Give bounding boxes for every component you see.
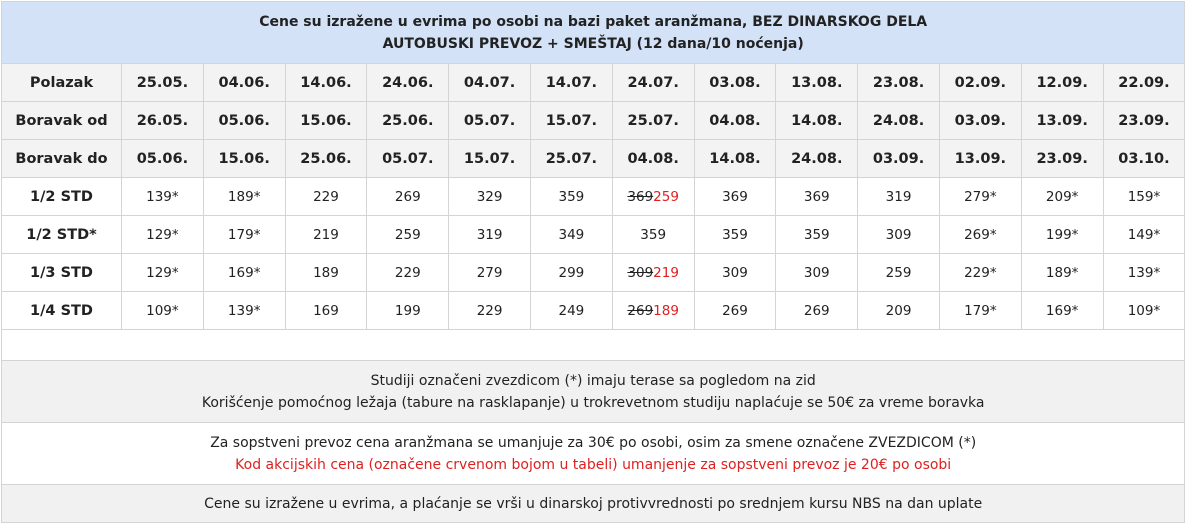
promo-price-cell — [612, 292, 694, 330]
date-cell: 12.09. — [1021, 64, 1103, 102]
row-label: Boravak do — [2, 140, 122, 178]
date-cell: 14.08. — [694, 140, 776, 178]
price-cell: 269 — [776, 292, 858, 330]
price-cell: 209 — [858, 292, 940, 330]
price-cell: 259 — [367, 216, 449, 254]
price-cell: 219 — [285, 216, 367, 254]
price-cell: 209* — [1021, 178, 1103, 216]
price-cell: 129* — [122, 254, 204, 292]
row-boravak-do — [2, 140, 1185, 178]
date-cell: 15.06. — [285, 102, 367, 140]
price-cell: 269 — [694, 292, 776, 330]
price-cell: 359 — [612, 216, 694, 254]
note-currency-line: Cene su izražene u evrima, a plaćanje se vrši u dinarskoj protivvrednosti po srednjem kursu NBS na dan uplate — [204, 495, 983, 512]
row-label: 1/2 STD — [2, 178, 122, 216]
date-cell: 13.08. — [776, 64, 858, 102]
date-cell: 25.05. — [122, 64, 204, 102]
date-cell: 03.08. — [694, 64, 776, 102]
price-cell: 199 — [367, 292, 449, 330]
date-cell: 24.08. — [776, 140, 858, 178]
price-cell: 259 — [858, 254, 940, 292]
price-cell: 349 — [530, 216, 612, 254]
price-cell: 249 — [530, 292, 612, 330]
header-row — [2, 2, 1185, 64]
row-label: 1/3 STD — [2, 254, 122, 292]
header-line-2: AUTOBUSKI PREVOZ + SMEŠTAJ (12 dana/10 noćenja) — [382, 35, 804, 52]
price-cell: 139* — [122, 178, 204, 216]
price-cell: 179* — [939, 292, 1021, 330]
price-row — [2, 178, 1185, 216]
promo-price: 189 — [653, 302, 679, 319]
price-row — [2, 292, 1185, 330]
price-cell: 109* — [1103, 292, 1185, 330]
date-cell: 14.08. — [776, 102, 858, 140]
date-cell: 25.07. — [612, 102, 694, 140]
note-own-transport-cell — [2, 423, 1185, 485]
price-row — [2, 216, 1185, 254]
price-cell: 369 — [776, 178, 858, 216]
price-cell: 189* — [1021, 254, 1103, 292]
date-cell: 13.09. — [939, 140, 1021, 178]
note-terraces-line: Studiji označeni zvezdicom (*) imaju terase sa pogledom na zid — [370, 372, 816, 389]
date-cell: 23.09. — [1021, 140, 1103, 178]
price-cell: 229* — [939, 254, 1021, 292]
price-cell: 229 — [367, 254, 449, 292]
price-cell: 299 — [530, 254, 612, 292]
price-cell: 279* — [939, 178, 1021, 216]
note-extra-bed-line: Korišćenje pomoćnog ležaja (tabure na rasklapanje) u trokrevetnom studiju naplaćuje se 50€ za vreme boravka — [201, 394, 985, 411]
note-currency-cell — [2, 485, 1185, 523]
date-cell: 24.06. — [367, 64, 449, 102]
price-table — [1, 1, 1185, 523]
price-cell: 179* — [203, 216, 285, 254]
spacer-cell — [2, 330, 1185, 361]
row-label: 1/4 STD — [2, 292, 122, 330]
promo-price: 259 — [653, 188, 679, 205]
date-cell: 15.07. — [449, 140, 531, 178]
date-cell: 22.09. — [1103, 64, 1185, 102]
date-cell: 05.06. — [122, 140, 204, 178]
price-cell: 309 — [858, 216, 940, 254]
date-cell: 03.10. — [1103, 140, 1185, 178]
price-cell: 329 — [449, 178, 531, 216]
price-cell: 189 — [285, 254, 367, 292]
old-price: 269 — [627, 302, 654, 319]
price-cell: 129* — [122, 216, 204, 254]
date-cell: 25.07. — [530, 140, 612, 178]
old-price: 369 — [627, 188, 654, 205]
note-own-transport-line: Za sopstveni prevoz cena aranžmana se umanjuje za 30€ po osobi, osim za smene označene ZVEZDICOM (*) — [210, 434, 977, 451]
date-cell: 23.08. — [858, 64, 940, 102]
price-cell: 319 — [858, 178, 940, 216]
old-price: 309 — [627, 264, 654, 281]
price-cell: 139* — [203, 292, 285, 330]
date-cell: 04.08. — [612, 140, 694, 178]
note-own-transport — [2, 423, 1185, 485]
date-cell: 14.06. — [285, 64, 367, 102]
price-cell: 359 — [776, 216, 858, 254]
price-cell: 199* — [1021, 216, 1103, 254]
date-cell: 04.06. — [203, 64, 285, 102]
note-terraces-cell — [2, 361, 1185, 423]
date-cell: 26.05. — [122, 102, 204, 140]
note-currency — [2, 485, 1185, 523]
table-header — [2, 2, 1185, 64]
date-cell: 15.07. — [530, 102, 612, 140]
date-cell: 13.09. — [1021, 102, 1103, 140]
note-terraces — [2, 361, 1185, 423]
row-boravak-od — [2, 102, 1185, 140]
price-cell: 309 — [694, 254, 776, 292]
date-cell: 05.07. — [367, 140, 449, 178]
price-cell: 309 — [776, 254, 858, 292]
header-line-1: Cene su izražene u evrima po osobi na bazi paket aranžmana, BEZ DINARSKOG DELA — [259, 13, 928, 30]
price-cell: 139* — [1103, 254, 1185, 292]
promo-price-cell — [612, 254, 694, 292]
date-cell: 04.08. — [694, 102, 776, 140]
price-cell: 159* — [1103, 178, 1185, 216]
date-cell: 15.06. — [203, 140, 285, 178]
spacer-row — [2, 330, 1185, 361]
date-cell: 24.07. — [612, 64, 694, 102]
date-cell: 25.06. — [285, 140, 367, 178]
date-cell: 25.06. — [367, 102, 449, 140]
price-cell: 359 — [694, 216, 776, 254]
row-label: 1/2 STD* — [2, 216, 122, 254]
date-cell: 04.07. — [449, 64, 531, 102]
price-cell: 359 — [530, 178, 612, 216]
price-cell: 229 — [285, 178, 367, 216]
row-label: Polazak — [2, 64, 122, 102]
price-table-container — [1, 1, 1185, 532]
promo-price: 219 — [653, 264, 679, 281]
price-cell: 169* — [1021, 292, 1103, 330]
date-cell: 02.09. — [939, 64, 1021, 102]
price-cell: 269 — [367, 178, 449, 216]
price-cell: 169* — [203, 254, 285, 292]
row-label: Boravak od — [2, 102, 122, 140]
price-cell: 319 — [449, 216, 531, 254]
date-cell: 05.06. — [203, 102, 285, 140]
date-cell: 23.09. — [1103, 102, 1185, 140]
price-cell: 269* — [939, 216, 1021, 254]
date-cell: 03.09. — [858, 140, 940, 178]
date-cell: 05.07. — [449, 102, 531, 140]
price-cell: 229 — [449, 292, 531, 330]
price-cell: 369 — [694, 178, 776, 216]
price-cell: 149* — [1103, 216, 1185, 254]
price-cell: 279 — [449, 254, 531, 292]
price-row — [2, 254, 1185, 292]
price-cell: 109* — [122, 292, 204, 330]
date-cell: 14.07. — [530, 64, 612, 102]
date-cell: 24.08. — [858, 102, 940, 140]
note-promo-discount-line: Kod akcijskih cena (označene crvenom bojom u tabeli) umanjenje za sopstveni prevoz je 20€ po osobi — [235, 456, 952, 473]
price-cell: 169 — [285, 292, 367, 330]
promo-price-cell — [612, 178, 694, 216]
price-cell: 189* — [203, 178, 285, 216]
row-polazak — [2, 64, 1185, 102]
date-cell: 03.09. — [939, 102, 1021, 140]
